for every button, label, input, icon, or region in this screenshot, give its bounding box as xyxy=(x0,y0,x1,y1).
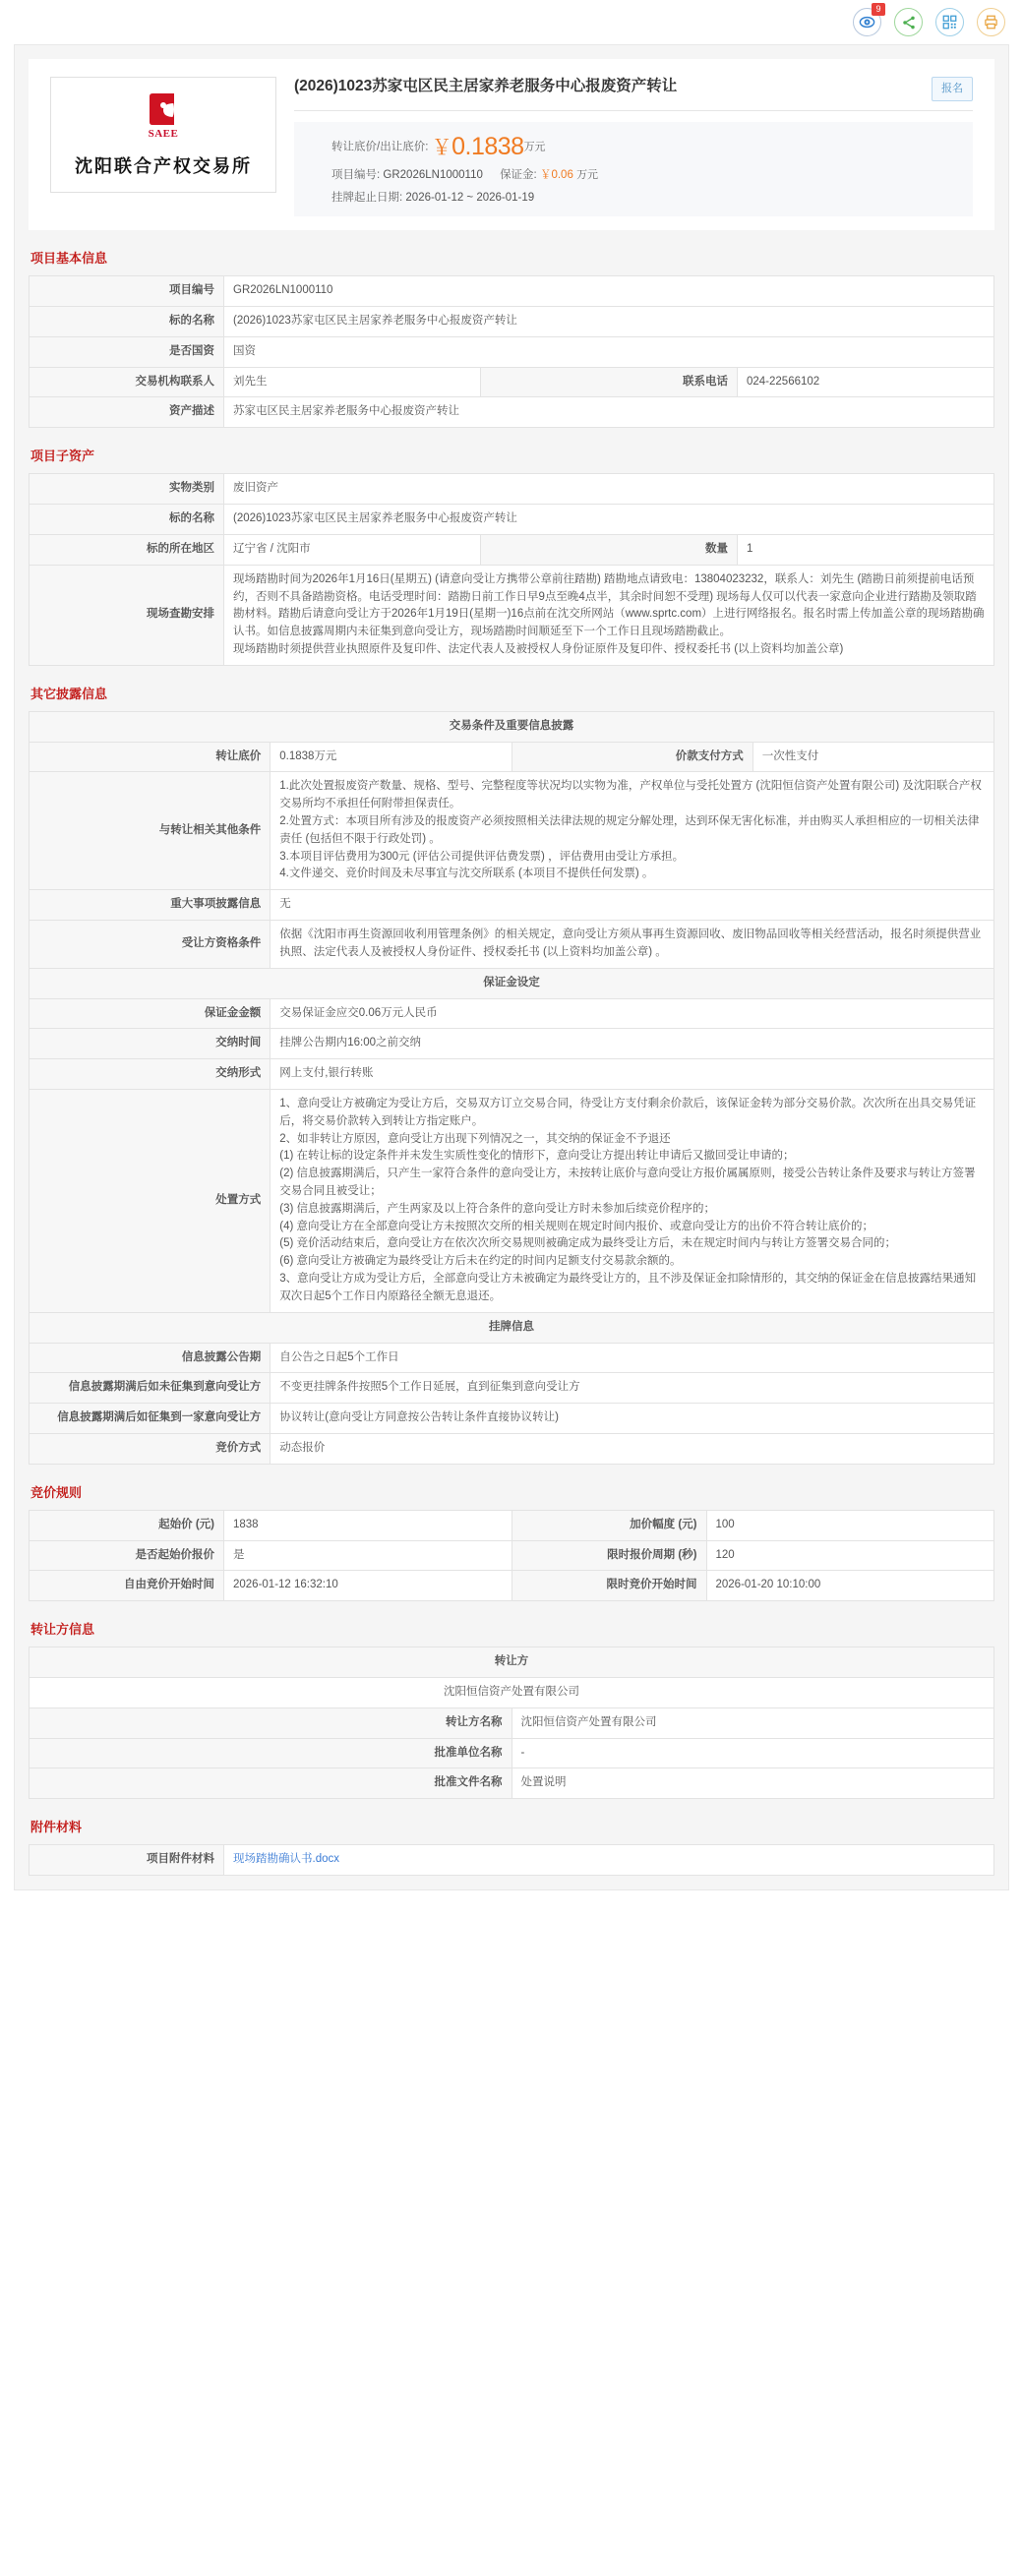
row-label: 交易机构联系人 xyxy=(30,367,224,397)
table-row xyxy=(30,772,994,890)
row-value: 废旧资产 xyxy=(224,474,994,505)
price-unit: 万元 xyxy=(523,141,546,153)
row-value: 是 xyxy=(224,1540,512,1571)
table-row xyxy=(30,1571,994,1601)
row-value-2: 1 xyxy=(738,534,994,565)
row-value: (2026)1023苏家屯区民主居家养老服务中心报废资产转让 xyxy=(224,505,994,535)
project-no-value: GR2026LN1000110 xyxy=(383,169,483,182)
row-label: 信息披露公告期 xyxy=(30,1343,271,1373)
deposit-label: 保证金: xyxy=(500,169,537,182)
row-label-2: 限时竞价开始时间 xyxy=(512,1571,706,1601)
transferor-table xyxy=(29,1647,994,1799)
row-value-2: 120 xyxy=(706,1540,994,1571)
table-row xyxy=(30,1540,994,1571)
transferor-company: 沈阳恒信资产处置有限公司 xyxy=(30,1678,994,1708)
deposit-value: ￥0.06 xyxy=(539,169,573,182)
table-row xyxy=(30,1343,994,1373)
row-value: 1.此次处置报废资产数量、规格、型号、完整程度等状况均以实物为准，产权单位与受托处置方 (沈阳恒信资产处置有限公司) 及沈阳联合产权交易所均不承担任何附带担保责任。 2.处置方式：本项目所有涉及的报废资产必须按照相关法律法规的规定分解处理，达到环保无害化标准，并由购买人承担相应的一切相关法律责任 (包括但不限于行政处罚) 。 3.本项目评估费用为300元 (评估公司提供评估费发票) ，评估费用由受让方承担。 4.文件递交、竞价时间及未尽事宜与沈交所联系 (本项目不提供任何发票) 。 xyxy=(271,772,994,890)
row-label: 资产描述 xyxy=(30,397,224,428)
table-row xyxy=(30,1029,994,1059)
section-title-transferor: 转让方信息 xyxy=(30,1622,95,1638)
row-label-2: 加价幅度 (元) xyxy=(512,1510,706,1540)
row-value: 1、意向受让方被确定为受让方后，交易双方订立交易合同，待受让方支付剩余价款后，该保证金转为部分交易价款。次次所在出具交易凭证后，将交易价款转入到转让方指定账户。 2、如非转让方原因，意向受让方出现下列情况之一，其交纳的保证金不予退还 (1) 在转让标的设定条件并未发生实质性变化的情形下，意向受让方提出转让申请后又撤回受让申请的； (2) 信息披露期满后，只产生一家符合条件的意向受让方，未按转让底价与意向受让方报价属属原则，接受公告转让条件及要求与转让方签署交易合同且被受让； (3) 信息披露期满后，产生两家及以上符合条件的意向受让方时未参加后续竞价程序的； (4) 意向受让方在全部意向受让方未按照次交所的相关规则在规定时间内报价、或意向受让方的出价不符合转让底价的； (5) 竞价活动结束后，意向受让方在依次次所交易规则被确定成为最终受让方后，未在规定时间内与转让方签署交易合同的； (6) 意向受让方被确定为最终受让方后未在约定的时间内足额支付交易款余额的。 3、意向受让方成为受让方后，全部意向受让方未被确定为最终受让方的，且不涉及保证金扣除情形的，其交纳的保证金在信息披露结果通知双次日起5个工作日内原路径全额无息退还。 xyxy=(271,1089,994,1312)
row-value: 自公告之日起5个工作日 xyxy=(271,1343,994,1373)
share-icon-button[interactable] xyxy=(894,8,923,36)
eye-icon-button[interactable] xyxy=(853,4,881,36)
table-row xyxy=(30,1845,994,1876)
table-row xyxy=(30,1707,994,1738)
row-label: 交纳时间 xyxy=(30,1029,271,1059)
price-number: 0.1838 xyxy=(451,133,524,161)
row-label: 交纳形式 xyxy=(30,1059,271,1090)
row-label: 保证金金额 xyxy=(30,998,271,1029)
row-value: 国资 xyxy=(224,336,994,367)
exchange-name-cn: 沈阳联合产权交易所 xyxy=(75,156,252,176)
table-row xyxy=(30,921,994,969)
row-label: 竞价方式 xyxy=(30,1433,271,1464)
table-row xyxy=(30,1433,994,1464)
listing-header-card xyxy=(29,59,994,230)
project-no-label: 项目编号: xyxy=(331,169,381,182)
section-title-bidding-rules: 竞价规则 xyxy=(30,1484,83,1500)
row-label-2: 限时报价周期 (秒) xyxy=(512,1540,706,1571)
row-value: - xyxy=(512,1738,994,1768)
row-value-2: 100 xyxy=(706,1510,994,1540)
row-label: 是否国资 xyxy=(30,336,224,367)
row-label: 标的名称 xyxy=(30,505,224,535)
listing-date-value: 2026-01-12 ~ 2026-01-19 xyxy=(405,191,535,204)
row-label: 项目编号 xyxy=(30,276,224,307)
section-title-attachments: 附件材料 xyxy=(30,1820,83,1835)
project-no-row xyxy=(331,170,973,182)
row-value: 无 xyxy=(271,890,994,921)
listing-title-row xyxy=(294,77,973,111)
exchange-logo xyxy=(50,77,276,193)
row-value: 刘先生 xyxy=(224,367,481,397)
sub-assets-table xyxy=(29,473,994,666)
saee-wordmark: SAEE xyxy=(148,128,179,140)
row-label: 实物类别 xyxy=(30,474,224,505)
row-value xyxy=(224,1845,994,1876)
print-icon-button[interactable] xyxy=(977,8,1005,36)
subheader-transferor: 转让方 xyxy=(30,1647,994,1678)
row-value-2: 2026-01-20 10:10:00 xyxy=(706,1571,994,1601)
attachments-table xyxy=(29,1844,994,1876)
row-value: 依据《沈阳市再生资源回收利用管理条例》的相关规定，意向受让方须从事再生资源回收、废旧物品回收等相关经营活动，报名时须提供营业执照、法定代表人及被授权人身份证件、授权委托书 (以上资料均加盖公章) 。 xyxy=(271,921,994,969)
row-value: 1838 xyxy=(224,1510,512,1540)
table-row xyxy=(30,742,994,772)
row-label-2: 价款支付方式 xyxy=(512,742,752,772)
view-count-badge: 9 xyxy=(872,3,885,16)
price-label: 转让底价/出让底价: xyxy=(331,141,429,153)
table-row xyxy=(30,1678,994,1708)
table-row xyxy=(30,397,994,428)
subheader-trade-conditions: 交易条件及重要信息披露 xyxy=(30,711,994,742)
table-row xyxy=(30,276,994,307)
row-value-2: 024-22566102 xyxy=(738,367,994,397)
row-value: 处置说明 xyxy=(512,1768,994,1799)
qrcode-icon-button[interactable] xyxy=(935,8,964,36)
row-label: 项目附件材料 xyxy=(30,1845,224,1876)
signup-button[interactable]: 报名 xyxy=(932,77,973,101)
row-label: 重大事项披露信息 xyxy=(30,890,271,921)
table-subheader-row xyxy=(30,1312,994,1343)
row-label: 现场查勘安排 xyxy=(30,565,224,665)
table-subheader-row xyxy=(30,711,994,742)
row-label: 信息披露期满后如未征集到意向受让方 xyxy=(30,1373,271,1404)
table-row xyxy=(30,1510,994,1540)
row-label: 起始价 (元) xyxy=(30,1510,224,1540)
table-row xyxy=(30,1404,994,1434)
row-label: 与转让相关其他条件 xyxy=(30,772,271,890)
row-label: 受让方资格条件 xyxy=(30,921,271,969)
row-value: GR2026LN1000110 xyxy=(224,276,994,307)
table-row xyxy=(30,890,994,921)
listing-date-row xyxy=(331,193,973,205)
row-label: 转让底价 xyxy=(30,742,271,772)
row-value: (2026)1023苏家屯区民主居家养老服务中心报废资产转让 xyxy=(224,307,994,337)
table-row xyxy=(30,474,994,505)
listing-date-label: 挂牌起止日期: xyxy=(331,191,403,204)
table-row xyxy=(30,565,994,665)
row-label: 标的名称 xyxy=(30,307,224,337)
row-value: 网上支付,银行转账 xyxy=(271,1059,994,1090)
row-label: 信息披露期满后如征集到一家意向受让方 xyxy=(30,1404,271,1434)
subheader-deposit-setting: 保证金设定 xyxy=(30,968,994,998)
row-label: 批准单位名称 xyxy=(30,1738,512,1768)
row-label-2: 联系电话 xyxy=(481,367,738,397)
row-label: 标的所在地区 xyxy=(30,534,224,565)
table-row xyxy=(30,336,994,367)
row-value: 交易保证金应交0.06万元人民币 xyxy=(271,998,994,1029)
table-row xyxy=(30,307,994,337)
listing-header-right xyxy=(294,77,973,216)
row-value: 沈阳恒信资产处置有限公司 xyxy=(512,1707,994,1738)
table-row xyxy=(30,1768,994,1799)
row-value: 动态报价 xyxy=(271,1433,994,1464)
row-value: 0.1838万元 xyxy=(271,742,512,772)
row-label: 转让方名称 xyxy=(30,1707,512,1738)
table-row xyxy=(30,998,994,1029)
other-disclosure-table xyxy=(29,711,994,1465)
table-row xyxy=(30,534,994,565)
basic-info-table xyxy=(29,275,994,428)
row-label: 自由竞价开始时间 xyxy=(30,1571,224,1601)
page-title: (2026)1023苏家屯区民主居家养老服务中心报废资产转让 xyxy=(294,78,678,94)
section-title-other-disclosure: 其它披露信息 xyxy=(30,686,108,701)
row-value: 辽宁省 / 沈阳市 xyxy=(224,534,481,565)
table-row xyxy=(30,1089,994,1312)
currency-symbol: ￥ xyxy=(431,137,452,160)
deposit-unit: 万元 xyxy=(576,169,599,182)
table-row xyxy=(30,505,994,535)
table-row xyxy=(30,1059,994,1090)
bidding-rules-table xyxy=(29,1510,994,1601)
content-frame xyxy=(14,44,1009,1890)
row-value: 挂牌公告期内16:00之前交纳 xyxy=(271,1029,994,1059)
row-label: 是否起始价报价 xyxy=(30,1540,224,1571)
price-row xyxy=(331,135,973,159)
section-title-sub-assets: 项目子资产 xyxy=(30,449,95,464)
row-value: 现场踏勘时间为2026年1月16日(星期五) (请意向受让方携带公章前往踏勘) 踏勘地点请致电：13804023232，联系人：刘先生 (踏勘日前须提前电话预约，否则不具备踏勘资格。电话受理时间：踏勘日前工作日早9点至晚4点半，其余时间恕不受理) 现场每人仅可以代表一家意向企业进行踏勘及领取踏勘材料。踏勘后请意向受让方于2026年1月19日(星期一)16点前在沈交所网站（www.sprtc.com）上进行网络报名。报名时需上传加盖公章的现场踏勘确认书。如信息披露周期内未征集到意向受让方，现场踏勘时间顺延至下一个工作日且现场踏勘截止。 现场踏勘时须提供营业执照原件及复印件、法定代表人及被授权人身份证原件及复印件、授权委托书 (以上资料均加盖公章) xyxy=(224,565,994,665)
saee-logo-icon xyxy=(147,91,180,140)
row-value: 不变更挂牌条件按照5个工作日延展，直到征集到意向受让方 xyxy=(271,1373,994,1404)
row-value: 苏家屯区民主居家养老服务中心报废资产转让 xyxy=(224,397,994,428)
table-row xyxy=(30,1738,994,1768)
section-title-basic-info: 项目基本信息 xyxy=(30,251,108,267)
attachment-file-link[interactable]: 现场踏勘确认书.docx xyxy=(233,1853,339,1866)
row-label-2: 数量 xyxy=(481,534,738,565)
row-label: 批准文件名称 xyxy=(30,1768,512,1799)
table-row xyxy=(30,367,994,397)
row-value-2: 一次性支付 xyxy=(752,742,993,772)
page-toolbar xyxy=(0,0,1023,44)
table-row xyxy=(30,1373,994,1404)
row-value: 2026-01-12 16:32:10 xyxy=(224,1571,512,1601)
listing-key-info xyxy=(294,122,973,216)
table-subheader-row xyxy=(30,1647,994,1678)
row-value: 协议转让(意向受让方同意按公告转让条件直接协议转让) xyxy=(271,1404,994,1434)
row-label: 处置方式 xyxy=(30,1089,271,1312)
table-subheader-row xyxy=(30,968,994,998)
subheader-listing-info: 挂牌信息 xyxy=(30,1312,994,1343)
price-value xyxy=(432,133,524,160)
